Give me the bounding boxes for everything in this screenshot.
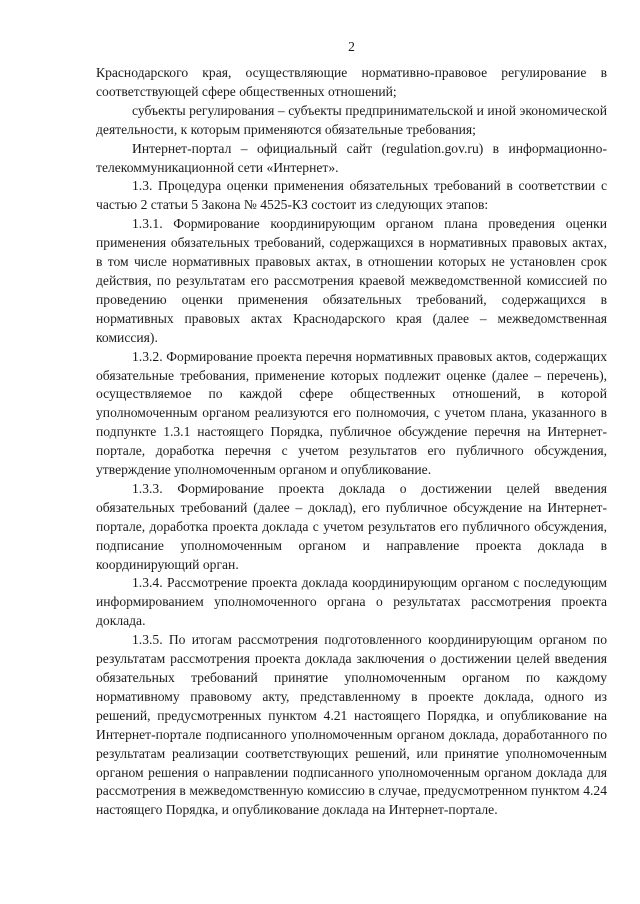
page-number: 2 bbox=[348, 39, 355, 54]
paragraph: Краснодарского края, осуществляющие нормативно-правовое регулирование в соответствующей сфере общественных отношений; bbox=[96, 65, 607, 99]
paragraph: субъекты регулирования – субъекты предпринимательской и иной экономической деятельности, к которым применяются обязательные требования; bbox=[96, 102, 607, 137]
paragraph: 1.3.1. Формирование координирующим органом плана проведения оценки применения обязательных требований, содержащихся в нормативных правовых актах, в том числе нормативных правовых актах, в отношении которых не установлен срок действия, по результатам его рассмотрения краевой межведомственной комиссией по проведению оценки применения обязательных требований, содержащихся в нормативных правовых актах Краснодарского края (далее – межведомственная комиссия). bbox=[96, 216, 607, 345]
paragraph: 1.3.4. Рассмотрение проекта доклада координирующим органом с последующим информированием уполномоченного органа о результатах рассмотрения проекта доклада. bbox=[96, 575, 607, 629]
document-body bbox=[96, 64, 607, 820]
paragraph: Интернет-портал – официальный сайт (regulation.gov.ru) в информационно-телекоммуникационной сети «Интернет». bbox=[96, 140, 607, 175]
document-page bbox=[96, 38, 607, 820]
paragraph: 1.3.2. Формирование проекта перечня нормативных правовых актов, содержащих обязательные требования, применение которых подлежит оценке (далее – перечень), осуществляемое по каждой сфере общественных отношений, в которой уполномоченным органом реализуются его полномочия, с учетом плана, указанного в подпункте 1.3.1 настоящего Порядка, публичное обсуждение перечня на Интернет-портале, доработка перечня с учетом результатов его публичного обсуждения, утверждение уполномоченным органом и опубликование. bbox=[96, 348, 607, 478]
paragraph: 1.3.3. Формирование проекта доклада о достижении целей введения обязательных требований (далее – доклад), его публичное обсуждение на Интернет-портале, доработка проекта доклада с учетом результатов его публичного обсуждения, подписание уполномоченным органом и направление проекта доклада в координирующий орган. bbox=[96, 480, 607, 572]
paragraph: 1.3. Процедура оценки применения обязательных требований в соответствии с частью 2 статьи 5 Закона № 4525-КЗ состоит из следующих этапов: bbox=[96, 178, 607, 213]
paragraph: 1.3.5. По итогам рассмотрения подготовленного координирующим органом по результатам рассмотрения проекта доклада заключения о достижении целей введения обязательных требований принятие уполномоченным органом по каждому нормативному правовому акту, представленному в проекте доклада, одного из решений, предусмотренных пунктом 4.21 настоящего Порядка, и опубликование на Интернет-портале подписанного уполномоченным органом доклада, доработанного по результатам реализации соответствующих решений, или принятие уполномоченным органом решения о направлении подписанного уполномоченным органом доклада для рассмотрения в межведомственную комиссию в случае, предусмотренном пунктом 4.24 настоящего Порядка, и опубликование доклада на Интернет-портале. bbox=[96, 632, 607, 818]
